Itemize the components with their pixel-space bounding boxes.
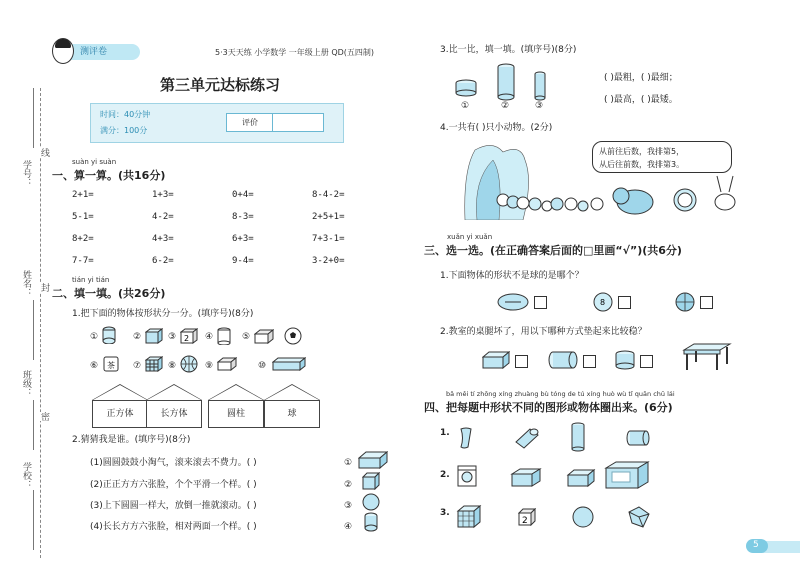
q3-label-2: ② — [501, 101, 510, 111]
page-title: 第三单元达标练习 — [159, 76, 280, 94]
q3-line-1: ( )最粗，( )最细； — [604, 73, 678, 83]
answer-box-1a[interactable] — [534, 296, 547, 309]
equation: 8-3= — [232, 212, 254, 222]
cylinder-block-icon — [548, 351, 578, 369]
item-label-2: ② — [133, 332, 142, 342]
upright-cylinder-block-icon — [614, 350, 636, 370]
section2-title: 二、填一填。(共26分) — [52, 287, 166, 300]
ball-8-icon — [593, 292, 613, 312]
house-label-cylinder: 圆柱 — [208, 400, 264, 428]
riddle-1: (1)圆圆鼓鼓小淘气，滚来滚去不费力。( ) — [90, 458, 257, 468]
banji-fill-line — [33, 400, 34, 450]
grade-box[interactable] — [272, 113, 324, 132]
margin-xuexiao-label: 学校： — [21, 462, 31, 489]
cuboid-block-icon — [482, 351, 510, 369]
section4-pinyin: bǎ měi tí zhōng xíng zhuàng bù tóng de tú xíng huò wù tǐ quān chū lái — [446, 390, 675, 398]
s2-q4-text: 4.一共有( )只小动物。(2分) — [440, 123, 553, 133]
cube-shape-icon — [362, 472, 380, 490]
house-sphere[interactable] — [264, 384, 320, 428]
broken-desk-icon — [682, 342, 732, 372]
house-label-cube: 正方体 — [92, 400, 148, 428]
riddle-opt-1: ① — [344, 458, 353, 468]
s4-label-1: 1. — [440, 428, 450, 438]
football-icon — [284, 327, 302, 345]
section1-title: 一、算一算。(共16分) — [52, 169, 166, 182]
test-tag: 测评卷 — [62, 44, 140, 60]
s2-q2-text: 2.猜猜我是谁。(填序号)(8分) — [72, 435, 191, 445]
gift-box-icon — [145, 328, 163, 344]
section2-pinyin: tián yi tián — [72, 276, 110, 284]
house-cube[interactable] — [92, 384, 148, 428]
equation: 6+3= — [232, 234, 254, 244]
long-cuboid-icon — [566, 468, 596, 488]
s3-q2-text: 2.教室的桌腿坏了，用以下哪种方式垫起来比较稳？ — [440, 327, 647, 337]
printed-box-icon — [604, 460, 650, 490]
svg-text:2: 2 — [522, 516, 528, 526]
sphere-shape-icon — [362, 493, 380, 511]
equation: 0+4= — [232, 190, 254, 200]
riddle-4: (4)长长方方六张脸，相对两面一个样。( ) — [90, 522, 257, 532]
equation: 4-2= — [152, 212, 174, 222]
equation: 7-7= — [72, 256, 94, 266]
riddle-opt-3: ③ — [344, 501, 353, 511]
tall-cylinder-icon — [496, 62, 516, 102]
basketball-icon — [180, 355, 198, 373]
page-number: 5 — [753, 540, 759, 550]
cup-icon — [217, 327, 231, 345]
s3-q1-text: 1.下面物体的形状不是球的是哪个？ — [440, 271, 584, 281]
speech-bubble — [592, 141, 732, 173]
grid-cube-icon — [456, 504, 482, 530]
can-icon — [102, 326, 116, 344]
numbered-cube-icon — [518, 508, 536, 526]
curved-cylinder-icon — [458, 426, 474, 450]
answer-box-2a[interactable] — [515, 355, 528, 368]
s2-q1-text: 1.把下面的物体按形状分一分。(填序号)(8分) — [72, 309, 254, 319]
full-score-text: 满分：100分 — [100, 126, 148, 135]
equation: 5-1= — [72, 212, 94, 222]
svg-text:8: 8 — [600, 298, 606, 307]
cuboid-shape-icon — [358, 451, 388, 469]
dice-icon — [180, 328, 198, 344]
section4-title: 四、把每题中形状不同的图形或物体圈出来。(6分) — [424, 401, 673, 414]
upright-cylinder-icon — [570, 421, 586, 453]
washing-machine-icon — [456, 464, 478, 488]
grade-label: 评价 — [226, 113, 274, 132]
equation: 9-4= — [232, 256, 254, 266]
margin-xian: 线 — [39, 148, 49, 157]
section3-title: 三、选一选。(在正确答案后面的□里画“√”)(共6分) — [424, 244, 682, 257]
item-label-6: ⑥ — [90, 361, 99, 371]
svg-text:2: 2 — [184, 334, 190, 343]
s2-q3-text: 3.比一比，填一填。(填序号)(8分) — [440, 45, 577, 55]
item-label-1: ① — [90, 332, 99, 342]
item-label-10: ⑩ — [258, 361, 267, 371]
q3-label-1: ① — [461, 101, 470, 111]
tissue-box-icon — [254, 328, 274, 344]
item-label-5: ⑤ — [242, 332, 251, 342]
book-title: 5·3天天练 小学数学 一年级上册 QD(五四制) — [215, 48, 375, 57]
xuexiao-fill-line — [33, 490, 34, 550]
equation: 1+3= — [152, 190, 174, 200]
tilted-cylinder-icon — [512, 426, 540, 450]
answer-box-1b[interactable] — [618, 296, 631, 309]
item-label-3: ③ — [168, 332, 177, 342]
s4-label-2: 2. — [440, 470, 450, 480]
equation: 3-2+0= — [312, 256, 345, 266]
riddle-opt-4: ④ — [344, 522, 353, 532]
margin-feng: 封 — [39, 283, 49, 292]
answer-box-1c[interactable] — [700, 296, 713, 309]
answer-box-2c[interactable] — [640, 355, 653, 368]
item-label-9: ⑨ — [205, 361, 214, 371]
equation: 7+3-1= — [312, 234, 345, 244]
bubble-line-1: 从前往后数，我排第5， — [599, 147, 685, 156]
equation: 8+2= — [72, 234, 94, 244]
thin-cylinder-icon — [533, 70, 547, 102]
section3-pinyin: xuǎn yi xuǎn — [447, 233, 493, 241]
flat-box-icon — [510, 468, 542, 488]
item-label-7: ⑦ — [133, 361, 142, 371]
equation: 2+5+1= — [312, 212, 345, 222]
equation: 2+1= — [72, 190, 94, 200]
basketball-choice-icon — [675, 292, 695, 312]
house-label-sphere: 球 — [264, 400, 320, 428]
ball-sphere-icon — [572, 506, 594, 528]
house-cylinder[interactable] — [208, 384, 264, 428]
tea-can-icon — [102, 355, 120, 373]
tilted-cube-icon — [628, 506, 650, 528]
binding-dashed-line — [40, 88, 41, 558]
xingming-fill-line — [33, 300, 34, 360]
house-cuboid[interactable] — [146, 384, 202, 428]
margin-mi: 密 — [39, 412, 49, 421]
equation: 8-4-2= — [312, 190, 345, 200]
rubik-cube-icon — [145, 356, 163, 372]
s4-label-3: 3. — [440, 508, 450, 518]
margin-xuehao-label: 学号： — [21, 160, 31, 187]
rugby-ball-icon — [497, 292, 529, 312]
margin-xingming-label: 姓名： — [21, 270, 31, 297]
riddle-opt-2: ② — [344, 480, 353, 490]
riddle-3: (3)上下圆圆一样大，放倒一推就滚动。( ) — [90, 501, 257, 511]
margin-banji-label: 班级： — [21, 370, 31, 397]
svg-text:茶: 茶 — [107, 361, 115, 370]
xuehao-fill-line — [33, 88, 34, 148]
q3-line-2: ( )最高，( )最矮。 — [604, 95, 678, 105]
equation: 4+3= — [152, 234, 174, 244]
long-box-icon — [272, 357, 306, 371]
eraser-icon — [217, 357, 237, 371]
time-text: 时间：40分钟 — [100, 110, 151, 119]
cylinder-shape-icon — [364, 512, 378, 532]
item-label-4: ④ — [205, 332, 214, 342]
equation: 6-2= — [152, 256, 174, 266]
section1-pinyin: suàn yi suàn — [72, 158, 117, 166]
avatar-icon — [52, 38, 74, 64]
house-label-cuboid: 长方体 — [146, 400, 202, 428]
bubble-line-2: 从后往前数，我排第3。 — [599, 160, 685, 169]
item-label-8: ⑧ — [168, 361, 177, 371]
short-wide-cylinder-icon — [455, 78, 477, 100]
q3-label-3: ③ — [535, 101, 544, 111]
lying-cylinder-icon — [626, 428, 650, 448]
answer-box-2b[interactable] — [583, 355, 596, 368]
riddle-2: (2)正正方方六张脸，个个平滑一个样。( ) — [90, 480, 257, 490]
